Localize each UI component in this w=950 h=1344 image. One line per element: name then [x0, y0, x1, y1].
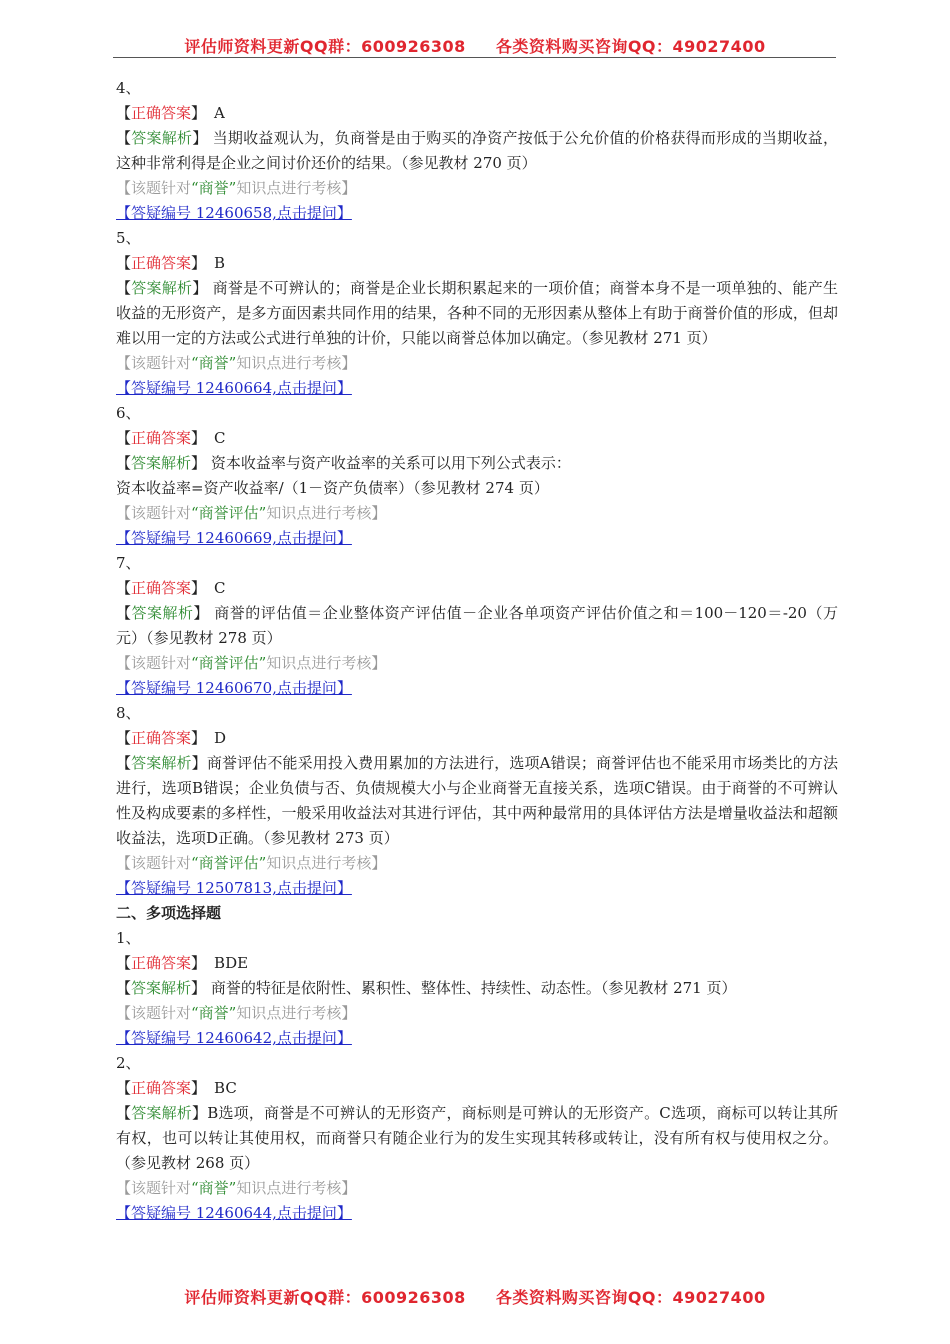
analysis-text: B选项，商誉是不可辨认的无形资产，商标则是可辨认的无形资产。C选项，商标可以转让其所有权，也可以转让其使用权，而商誉只有随企业行为的发生实现其转移或转让，没有所有权与使用权之分。（参见教材 268 页） — [116, 1104, 838, 1172]
answer-line: 【正确答案】 D — [116, 729, 227, 747]
question-link[interactable]: 【答疑编号 12460670,点击提问】 — [116, 679, 352, 697]
knowledge-point: 【该题针对“商誉”知识点进行考核】 — [116, 179, 357, 197]
banner-qq-group: 评估师资料更新QQ群：600926308 — [184, 37, 466, 56]
analysis-paragraph: 【答案解析】 商誉的特征是依附性、累积性、整体性、持续性、动态性。（参见教材 271 页） — [116, 979, 737, 997]
knowledge-point: 【该题针对“商誉评估”知识点进行考核】 — [116, 854, 387, 872]
banner-purchase-qq: 各类资料购买咨询QQ：49027400 — [495, 1288, 766, 1307]
answer-value: C — [214, 429, 226, 447]
answer-line: 【正确答案】 A — [116, 104, 225, 122]
answer-line: 【正确答案】 C — [116, 579, 226, 597]
analysis-text: 商誉是不可辨认的；商誉是企业长期积累起来的一项价值；商誉本身不是一项单独的、能产生收益的无形资产，是多方面因素共同作用的结果，各种不同的无形因素从整体上有助于商誉价值的形成，但却难以用一定的方法或公式进行单独的计价，只能以商誉总体加以确定。（参见教材 271 页） — [116, 279, 838, 347]
knowledge-topic: “商誉” — [191, 1004, 237, 1022]
question-item — [116, 76, 838, 226]
question-number: 7、 — [116, 554, 141, 572]
analysis-label: 答案解析 — [131, 454, 192, 472]
analysis-label: 答案解析 — [131, 979, 192, 997]
answer-value: D — [214, 729, 227, 747]
answer-label: 正确答案 — [131, 954, 192, 972]
knowledge-point: 【该题针对“商誉评估”知识点进行考核】 — [116, 504, 387, 522]
analysis-paragraph: 【答案解析】 商誉是不可辨认的；商誉是企业长期积累起来的一项价值；商誉本身不是一项单独的、能产生收益的无形资产，是多方面因素共同作用的结果，各种不同的无形因素从整体上有助于商誉价值的形成，但却难以用一定的方法或公式进行单独的计价，只能以商誉总体加以确定。（参见教材 271 页） — [116, 279, 838, 347]
question-number: 8、 — [116, 704, 141, 722]
question-item — [116, 551, 838, 701]
answer-line: 【正确答案】 B — [116, 254, 226, 272]
section-heading: 二、多项选择题 — [116, 904, 222, 922]
question-number: 4、 — [116, 79, 141, 97]
question-item — [116, 926, 838, 1051]
banner-purchase-qq: 各类资料购买咨询QQ：49027400 — [495, 37, 766, 56]
answer-line: 【正确答案】 C — [116, 429, 226, 447]
banner-qq-group: 评估师资料更新QQ群：600926308 — [184, 1288, 466, 1307]
answer-value: B — [214, 254, 226, 272]
question-link[interactable]: 【答疑编号 12507813,点击提问】 — [116, 879, 352, 897]
analysis-text: 商誉的特征是依附性、累积性、整体性、持续性、动态性。（参见教材 271 页） — [210, 979, 737, 997]
knowledge-topic: “商誉评估” — [191, 504, 267, 522]
analysis-paragraph: 【答案解析】 当期收益观认为，负商誉是由于购买的净资产按低于公允价值的价格获得而形成的当期收益，这种非常利得是企业之间讨价还价的结果。（参见教材 270 页） — [116, 129, 838, 172]
answer-label: 正确答案 — [131, 579, 192, 597]
analysis-label: 答案解析 — [131, 1104, 193, 1122]
question-number: 1、 — [116, 929, 141, 947]
question-item — [116, 1051, 838, 1226]
analysis-paragraph: 【答案解析】 资本收益率与资产收益率的关系可以用下列公式表示： — [116, 454, 571, 472]
answer-label: 正确答案 — [131, 254, 192, 272]
knowledge-topic: “商誉评估” — [191, 854, 267, 872]
knowledge-point: 【该题针对“商誉”知识点进行考核】 — [116, 1004, 357, 1022]
question-number: 6、 — [116, 404, 141, 422]
header-banner — [0, 34, 950, 57]
knowledge-topic: “商誉” — [191, 1179, 237, 1197]
answer-value: BC — [214, 1079, 237, 1097]
analysis-label: 答案解析 — [131, 754, 192, 772]
analysis-text: 当期收益观认为，负商誉是由于购买的净资产按低于公允价值的价格获得而形成的当期收益，这种非常利得是企业之间讨价还价的结果。（参见教材 270 页） — [116, 129, 838, 172]
analysis-label: 答案解析 — [131, 604, 194, 622]
question-link[interactable]: 【答疑编号 12460658,点击提问】 — [116, 204, 352, 222]
answer-label: 正确答案 — [131, 729, 192, 747]
analysis-label: 答案解析 — [131, 279, 193, 297]
answer-line: 【正确答案】 BDE — [116, 954, 249, 972]
question-link[interactable]: 【答疑编号 12460669,点击提问】 — [116, 529, 352, 547]
answer-label: 正确答案 — [131, 1079, 192, 1097]
formula-line: 资本收益率=资产收益率/（1－资产负债率）（参见教材 274 页） — [116, 479, 549, 497]
knowledge-point: 【该题针对“商誉评估”知识点进行考核】 — [116, 654, 387, 672]
answer-value: A — [214, 104, 225, 122]
footer-banner — [0, 1285, 950, 1308]
question-number: 5、 — [116, 229, 141, 247]
question-item — [116, 401, 838, 551]
analysis-paragraph: 【答案解析】商誉评估不能采用投入费用累加的方法进行，选项A错误；商誉评估也不能采用市场类比的方法进行，选项B错误；企业负债与否、负债规模大小与企业商誉无直接关系，选项C错误。由于商誉的不可辨认性及构成要素的多样性，一般采用收益法对其进行评估，其中两种最常用的具体评估方法是增量收益法和超额收益法，选项D正确。（参见教材 273 页） — [116, 754, 838, 847]
document-body — [116, 76, 838, 1226]
knowledge-topic: “商誉评估” — [191, 654, 267, 672]
knowledge-topic: “商誉” — [191, 179, 237, 197]
analysis-text: 资本收益率与资产收益率的关系可以用下列公式表示： — [210, 454, 571, 472]
question-item — [116, 701, 838, 901]
knowledge-point: 【该题针对“商誉”知识点进行考核】 — [116, 354, 357, 372]
analysis-text: 商誉的评估值＝企业整体资产评估值－企业各单项资产评估价值之和＝100－120＝-20（万元）（参见教材 278 页） — [116, 604, 838, 647]
knowledge-point: 【该题针对“商誉”知识点进行考核】 — [116, 1179, 357, 1197]
question-number: 2、 — [116, 1054, 141, 1072]
question-item — [116, 226, 838, 401]
knowledge-topic: “商誉” — [191, 354, 237, 372]
answer-line: 【正确答案】 BC — [116, 1079, 237, 1097]
analysis-paragraph: 【答案解析】B选项，商誉是不可辨认的无形资产，商标则是可辨认的无形资产。C选项，商标可以转让其所有权，也可以转让其使用权，而商誉只有随企业行为的发生实现其转移或转让，没有所有权与使用权之分。（参见教材 268 页） — [116, 1104, 838, 1172]
question-link[interactable]: 【答疑编号 12460644,点击提问】 — [116, 1204, 352, 1222]
analysis-text: 商誉评估不能采用投入费用累加的方法进行，选项A错误；商誉评估也不能采用市场类比的方法进行，选项B错误；企业负债与否、负债规模大小与企业商誉无直接关系，选项C错误。由于商誉的不可辨认性及构成要素的多样性，一般采用收益法对其进行评估，其中两种最常用的具体评估方法是增量收益法和超额收益法，选项D正确。（参见教材 273 页） — [116, 754, 838, 847]
answer-label: 正确答案 — [131, 104, 192, 122]
answer-value: C — [214, 579, 226, 597]
question-link[interactable]: 【答疑编号 12460664,点击提问】 — [116, 379, 352, 397]
question-link[interactable]: 【答疑编号 12460642,点击提问】 — [116, 1029, 352, 1047]
answer-label: 正确答案 — [131, 429, 192, 447]
analysis-label: 答案解析 — [131, 129, 193, 147]
answer-value: BDE — [214, 954, 249, 972]
analysis-paragraph: 【答案解析】 商誉的评估值＝企业整体资产评估值－企业各单项资产评估价值之和＝100－120＝-20（万元）（参见教材 278 页） — [116, 604, 838, 647]
header-rule — [113, 57, 836, 58]
